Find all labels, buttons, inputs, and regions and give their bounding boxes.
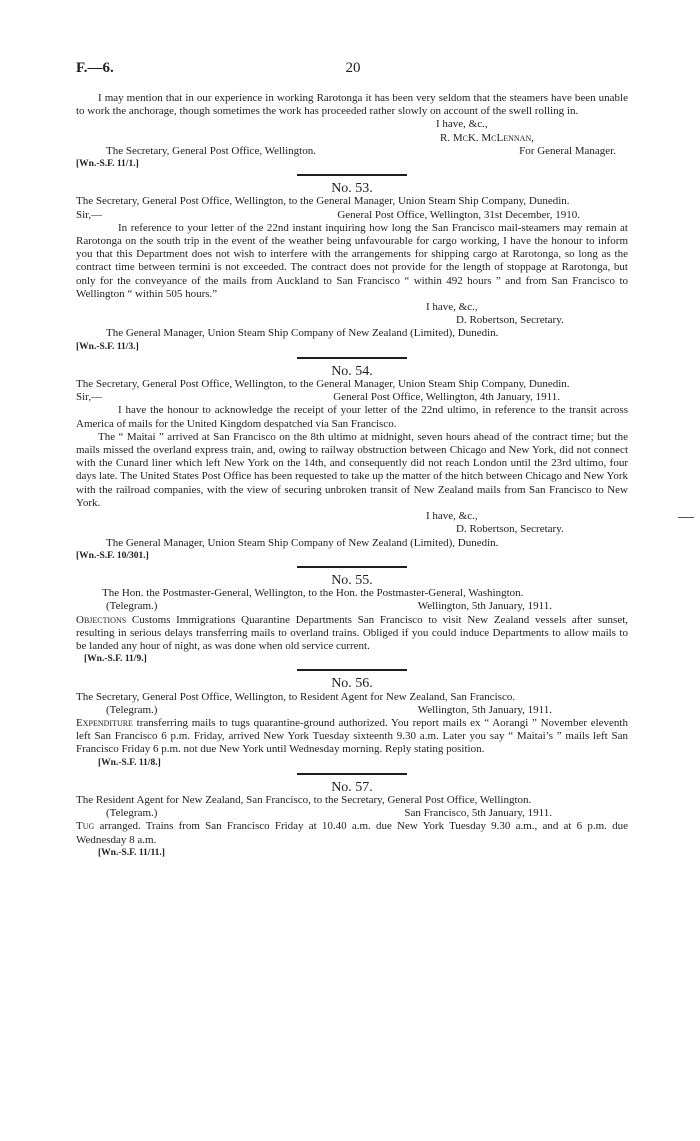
section-rule bbox=[297, 773, 407, 775]
intro-closing: I have, &c., bbox=[436, 118, 488, 131]
document-number: No. 54. bbox=[331, 363, 373, 379]
document-55 bbox=[76, 574, 628, 666]
telegram-text: Customs Immigrations Quarantine Departments San Francisco to visit New Zealand vessels after sunset, resulting in serious delays transferring mails to overland trains. Obliged if you could induce Departments to allow mails to be landed any hour of night, as was done when old service current. bbox=[76, 613, 629, 652]
document-heading: The Secretary, General Post Office, Wellington, to the General Manager, Union Steam Ship Company, Dunedin. bbox=[76, 195, 570, 208]
telegram-reference: [Wn.-S.F. 11/11.] bbox=[98, 847, 165, 858]
letter-closing: I have, &c., bbox=[426, 510, 478, 523]
intro-title: For General Manager. bbox=[519, 144, 616, 157]
telegram-lead: Expenditure bbox=[76, 716, 133, 729]
document-number: No. 56. bbox=[331, 676, 373, 692]
telegram-label: (Telegram.) bbox=[106, 807, 158, 820]
intro-reference: [Wn.-S.F. 11/1.] bbox=[76, 159, 139, 170]
salutation: Sir,— bbox=[76, 208, 103, 221]
document-54 bbox=[76, 365, 628, 563]
letter-closing: I have, &c., bbox=[426, 301, 478, 314]
telegram-date: San Francisco, 5th January, 1911. bbox=[404, 807, 552, 820]
document-number: No. 55. bbox=[331, 572, 373, 588]
letter-addressee: The General Manager, Union Steam Ship Company of New Zealand (Limited), Dunedin. bbox=[106, 536, 499, 549]
letter-addressee: The General Manager, Union Steam Ship Company of New Zealand (Limited), Dunedin. bbox=[106, 327, 499, 340]
intro-paragraph: I may mention that in our experience in working Rarotonga it has been very seldom that the steamers have been unable to work the anchorage, though sometimes the work has proceeded rather slowly on account of the swell rolling in. bbox=[76, 92, 628, 118]
document-53 bbox=[76, 182, 628, 354]
telegram-row bbox=[76, 704, 628, 717]
letter-reference: [Wn.-S.F. 10/301.] bbox=[76, 550, 149, 561]
document-number: No. 57. bbox=[331, 779, 373, 795]
telegram-text: arranged. Trains from San Francisco Friday at 10.40 a.m. due New York Tuesday 9.30 a.m., and at 6 p.m. due Wednesday 8 a.m. bbox=[76, 820, 629, 846]
letter-body: The “ Maitai ” arrived at San Francisco on the 8th ultimo at midnight, seven hours ahead of the contract time; but the mails missed the overland express train, and, owing to railway obstruction between Chicago and New York, did not connect with the Cunard liner which left New York on the 14th, and consequently did not reach London until the 23rd ultimo, four days late. The United States Post Office has been requested to take up the matter of the hitch between Chicago and New York with the railroad companies, with the view of securing unbroken transit of New Zealand mails from San Francisco to New York. bbox=[76, 430, 628, 509]
salutation: Sir,— bbox=[76, 391, 103, 404]
telegram-body bbox=[76, 717, 628, 757]
salutation-row bbox=[76, 391, 628, 404]
intro-letter bbox=[76, 92, 628, 171]
section-rule bbox=[297, 669, 407, 671]
margin-mark bbox=[678, 517, 694, 518]
page-number: 20 bbox=[345, 60, 361, 76]
telegram-body bbox=[76, 820, 628, 846]
salutation-row bbox=[76, 209, 628, 222]
telegram-date: Wellington, 5th January, 1911. bbox=[417, 703, 552, 716]
section-rule bbox=[297, 357, 407, 359]
section-rule bbox=[297, 566, 407, 568]
telegram-lead: Objections bbox=[76, 613, 127, 626]
intro-addressee: The Secretary, General Post Office, Wellington. bbox=[106, 144, 316, 157]
intro-signatory: R. McK. McLennan, bbox=[440, 131, 534, 144]
page-code: F.—6. bbox=[76, 60, 114, 76]
page-content bbox=[76, 92, 628, 860]
telegram-text: transferring mails to tugs quarantine-ground authorized. You report mails ex “ Aorangi ” November eleventh left San Francisco 6 p.m. Friday, arrived New York Tuesday sixteenth 9.30 a.m. Later you say “ Maitai’s ” mails left San Francisco Friday 6 p.m. not due New York until Wednesday morning. Reply stating position. bbox=[76, 716, 628, 756]
telegram-label: (Telegram.) bbox=[106, 703, 158, 716]
document-56 bbox=[76, 677, 628, 769]
document-heading: The Hon. the Postmaster-General, Wellington, to the Hon. the Postmaster-General, Washington. bbox=[102, 587, 524, 600]
telegram-reference: [Wn.-S.F. 11/9.] bbox=[84, 654, 147, 665]
letter-signatory: D. Robertson, Secretary. bbox=[456, 523, 564, 536]
telegram-reference: [Wn.-S.F. 11/8.] bbox=[98, 757, 161, 768]
telegram-body bbox=[76, 614, 628, 654]
telegram-label: (Telegram.) bbox=[106, 600, 158, 613]
telegram-date: Wellington, 5th January, 1911. bbox=[417, 600, 552, 613]
telegram-row bbox=[76, 807, 628, 820]
document-57 bbox=[76, 781, 628, 860]
document-heading: The Resident Agent for New Zealand, San Francisco, to the Secretary, General Post Office, Wellington. bbox=[76, 793, 532, 806]
letter-body: I have the honour to acknowledge the receipt of your letter of the 22nd ultimo, in reference to the transit across America of mails for the United Kingdom despatched via San Francisco. bbox=[76, 404, 628, 430]
page-header bbox=[76, 60, 630, 80]
telegram-row bbox=[76, 600, 628, 613]
letter-reference: [Wn.-S.F. 11/3.] bbox=[76, 341, 139, 352]
letter-body: In reference to your letter of the 22nd instant inquiring how long the San Francisco mail-steamers may remain at Rarotonga on the south trip in the event of the weather being unfavourable for cargo working, I have the honour to inform you that this Department does not wish to interfere with the arrangements for shipping cargo at Rarotonga, so long as the contract time between termini is not exceeded. The contract does not provide for the length of stoppage at Rarotonga, but only for the conveyance of the mails from Auckland to San Francisco “ within 492 hours ” and from San Francisco to Wellington “ within 505 hours.” bbox=[76, 221, 628, 300]
letter-date: General Post Office, Wellington, 4th January, 1911. bbox=[333, 391, 560, 404]
document-number: No. 53. bbox=[331, 181, 373, 197]
letter-signatory: D. Robertson, Secretary. bbox=[456, 314, 564, 327]
section-rule bbox=[297, 174, 407, 176]
document-heading: The Secretary, General Post Office, Wellington, to the General Manager, Union Steam Ship Company, Dunedin. bbox=[76, 378, 570, 391]
telegram-lead: Tug bbox=[76, 820, 95, 833]
document-heading: The Secretary, General Post Office, Wellington, to Resident Agent for New Zealand, San Francisco. bbox=[76, 690, 516, 703]
intro-address-row bbox=[76, 145, 628, 158]
letter-date: General Post Office, Wellington, 31st December, 1910. bbox=[337, 208, 580, 221]
